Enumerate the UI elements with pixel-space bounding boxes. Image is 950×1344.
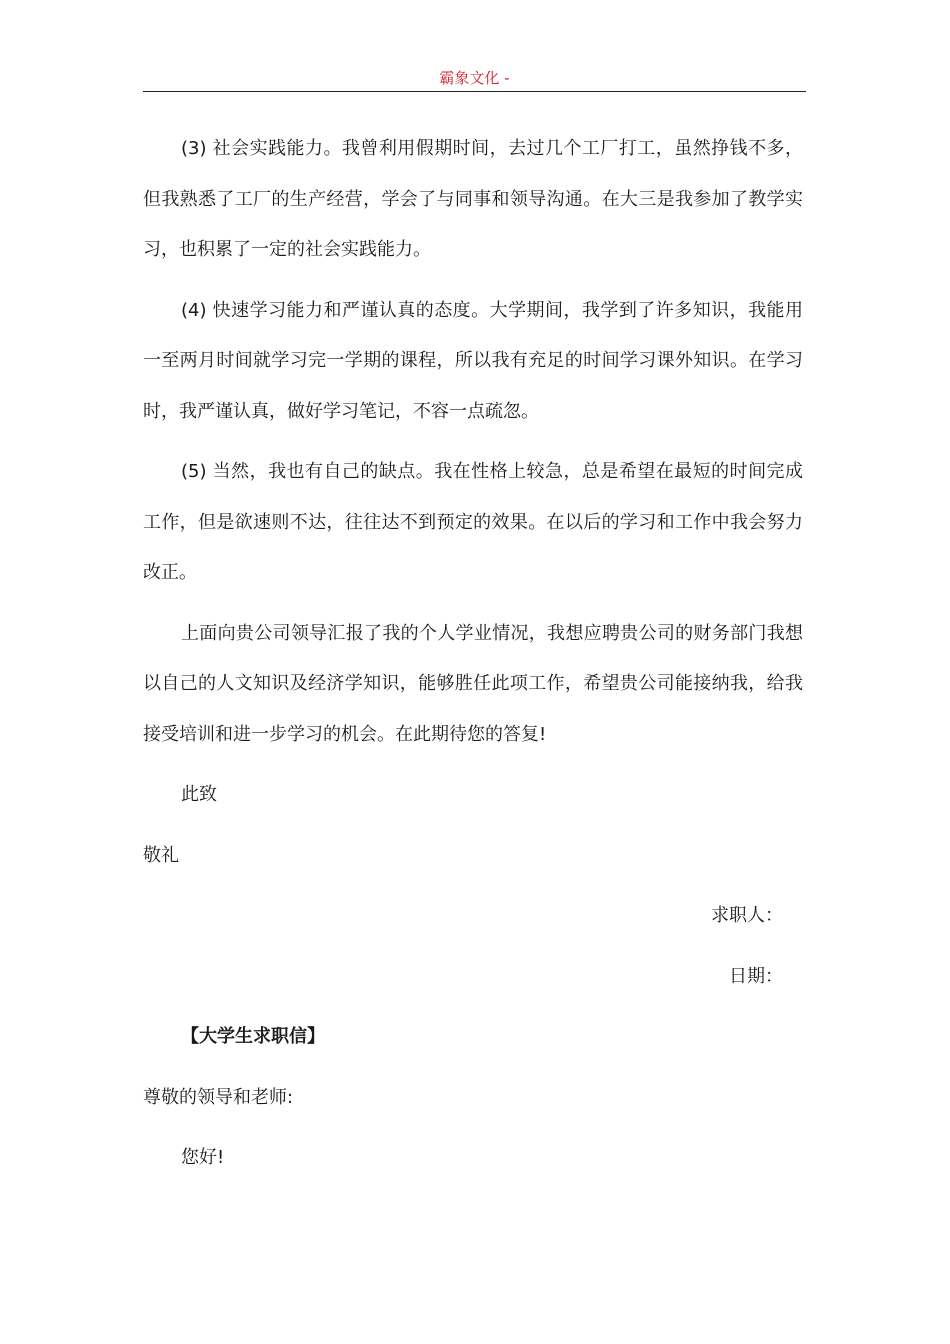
second-letter-greeting: 您好!	[181, 1147, 225, 1168]
second-letter-title: 【大学生求职信】	[181, 1026, 325, 1047]
second-letter-salutation: 尊敬的领导和老师:	[143, 1086, 294, 1108]
paragraph-learning-ability: (4) 快速学习能力和严谨认真的态度。大学期间，我学到了许多知识，我能用一至两月时间就学习完一学期的课程，所以我有充足的时间学习课外知识。在学习时，我严谨认真，做好学习笔记，不容一点疏忽。	[143, 299, 803, 422]
paragraph-summary: 上面向贵公司领导汇报了我的个人学业情况，我想应聘贵公司的财务部门我想以自己的人文知识及经济学知识，能够胜任此项工作，希望贵公司能接纳我，给我接受培训和进一步学习的机会。在此期待您的答复!	[143, 622, 803, 745]
page-header	[143, 66, 806, 92]
paragraph-shortcomings: (5) 当然，我也有自己的缺点。我在性格上较急，总是希望在最短的时间完成工作，但是欲速则不达，往往达不到预定的效果。在以后的学习和工作中我会努力改正。	[143, 461, 803, 583]
closing-cizhi: 此致	[181, 784, 217, 805]
closing-jingli: 敬礼	[143, 844, 179, 866]
paragraph-social-practice: (3) 社会实践能力。我曾利用假期时间，去过几个工厂打工，虽然挣钱不多，但我熟悉了工厂的生产经营，学会了与同事和领导沟通。在大三是我参加了教学实习，也积累了一定的社会实践能力。	[143, 138, 803, 260]
signature-applicant: 求职人：	[711, 905, 783, 926]
signature-date: 日期：	[729, 965, 783, 987]
letter-body	[143, 124, 803, 1194]
header-title: 霸象文化 -	[439, 69, 510, 87]
